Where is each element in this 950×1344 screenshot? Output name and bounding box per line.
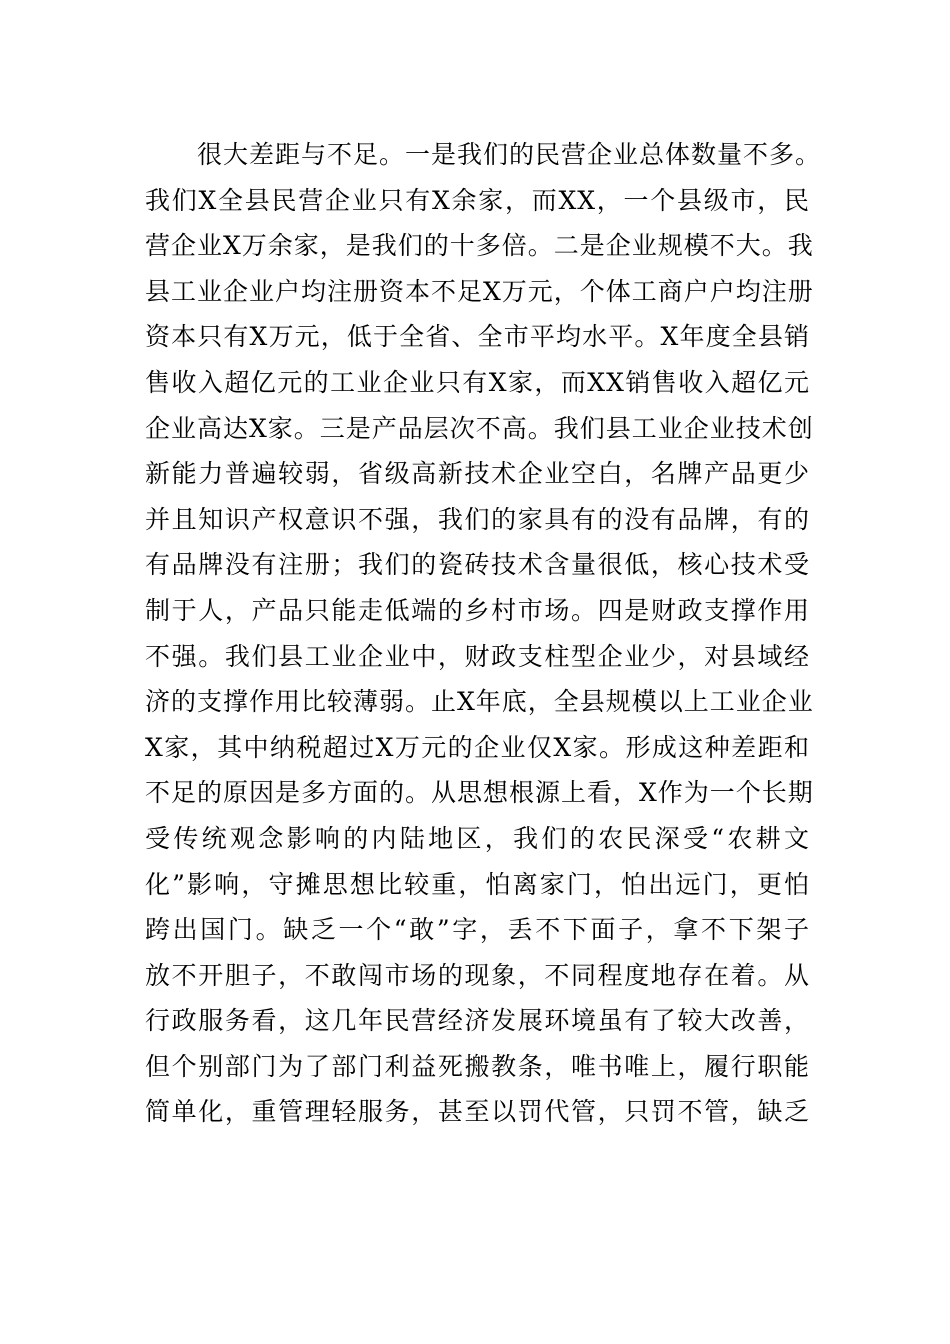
body-text xyxy=(145,132,822,1135)
text-line: 行政服务看，这几年民营经济发展环境虽有了较大改善， xyxy=(145,1006,810,1036)
text-line: 不强。我们县工业企业中，财政支柱型企业少，对县域经 xyxy=(145,641,810,671)
text-line: 售收入超亿元的工业企业只有X家，而XX销售收入超亿元 xyxy=(145,367,810,397)
text-line: 企业高达X家。三是产品层次不高。我们县工业企业技术创 xyxy=(145,413,814,443)
text-line: 制于人，产品只能走低端的乡村市场。四是财政支撑作用 xyxy=(145,595,810,625)
text-line: X家，其中纳税超过X万元的企业仅X家。形成这种差距和 xyxy=(145,732,810,762)
text-line: 营企业X万余家，是我们的十多倍。二是企业规模不大。我 xyxy=(145,231,814,261)
text-line: 济的支撑作用比较薄弱。止X年底，全县规模以上工业企业 xyxy=(145,687,814,717)
text-line: 跨出国门。缺乏一个“敢”字，丢不下面子，拿不下架子 xyxy=(145,915,810,945)
text-line: 简单化，重管理轻服务，甚至以罚代管，只罚不管，缺乏 xyxy=(145,1097,810,1127)
text-line: 我们X全县民营企业只有X余家，而XX，一个县级市，民 xyxy=(145,185,810,215)
text-line: 有品牌没有注册；我们的瓷砖技术含量很低，核心技术受 xyxy=(145,550,810,580)
text-line: 放不开胆子，不敢闯市场的现象，不同程度地存在着。从 xyxy=(145,960,810,990)
text-line: 但个别部门为了部门利益死搬教条，唯书唯上，履行职能 xyxy=(145,1051,810,1081)
text-line: 化”影响，守摊思想比较重，怕离家门，怕出远门，更怕 xyxy=(145,869,810,899)
text-line: 很大差距与不足。一是我们的民营企业总体数量不多。 xyxy=(197,140,822,169)
text-line: 不足的原因是多方面的。从思想根源上看，X作为一个长期 xyxy=(145,778,814,808)
text-line: 县工业企业户均注册资本不足X万元，个体工商户户均注册 xyxy=(145,276,814,306)
text-line: 新能力普遍较弱，省级高新技术企业空白，名牌产品更少 xyxy=(145,459,810,489)
text-line: 并且知识产权意识不强，我们的家具有的没有品牌，有的 xyxy=(145,504,810,534)
text-line: 资本只有X万元，低于全省、全市平均水平。X年度全县销 xyxy=(145,322,810,352)
text-line: 受传统观念影响的内陆地区，我们的农民深受“农耕文 xyxy=(145,823,810,853)
